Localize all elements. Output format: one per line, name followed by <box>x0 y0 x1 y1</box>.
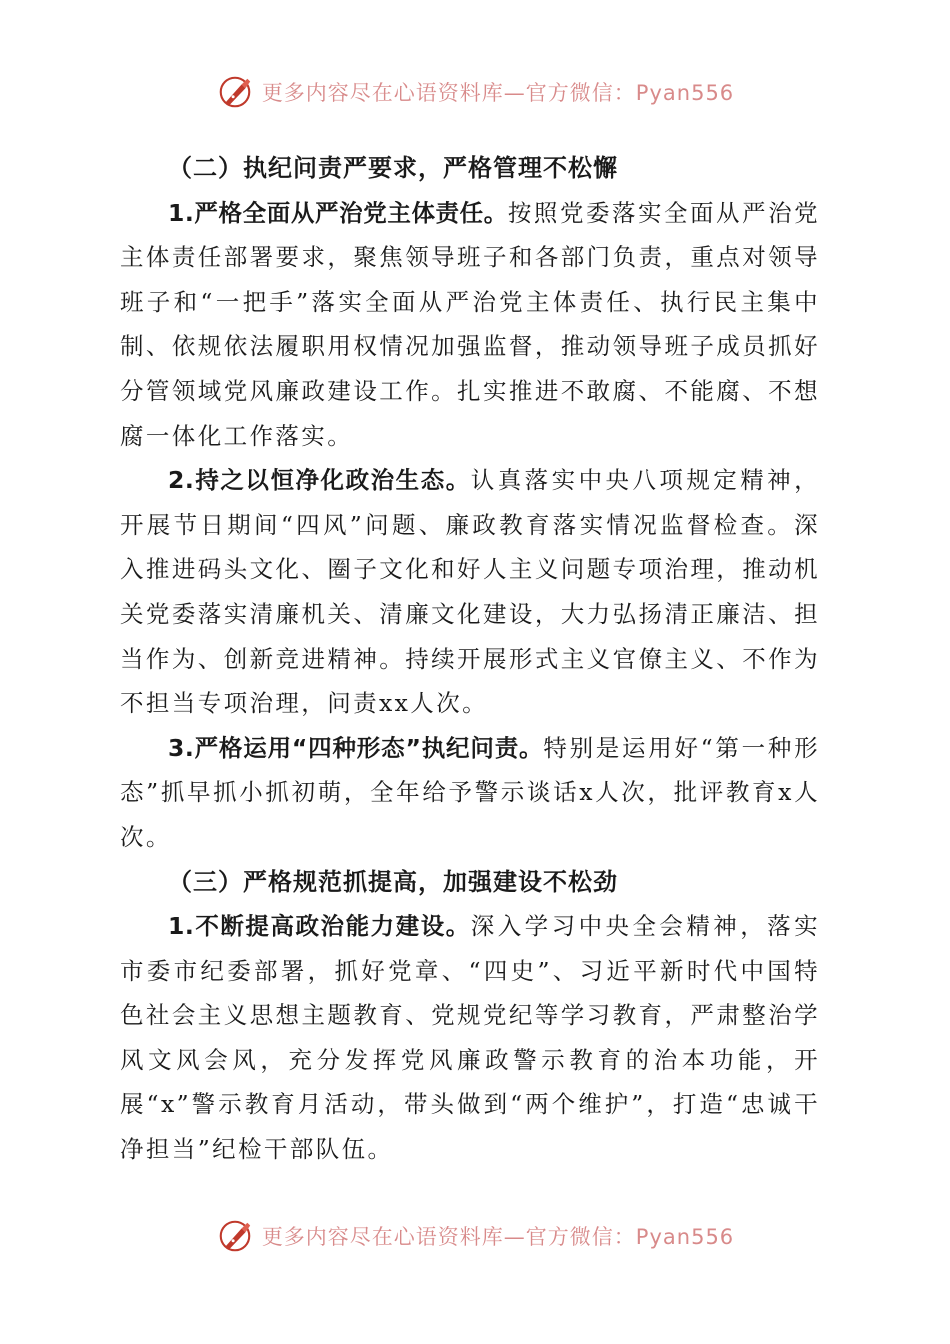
paragraph-lead: 1.严格全面从严治党主体责任。 <box>168 198 508 227</box>
paragraph <box>120 904 820 1172</box>
pen-nib-circle-icon <box>216 73 254 111</box>
paragraph-text: 按照党委落实全面从严治党主体责任部署要求，聚焦领导班子和各部门负责，重点对领导班子和“一把手”落实全面从严治党主体责任、执行民主集中制、依规依法履职用权情况加强监督，推动领导班子成员抓好分管领域党风廉政建设工作。扎实推进不敢腐、不能腐、不想腐一体化工作落实。 <box>120 198 820 450</box>
paragraph-text: 认真落实中央八项规定精神，开展节日期间“四风”问题、廉政教育落实情况监督检查。深入推进码头文化、圈子文化和好人主义问题专项治理，推动机关党委落实清廉机关、清廉文化建设，大力弘扬清正廉洁、担当作为、创新竞进精神。持续开展形式主义官僚主义、不作为不担当专项治理，问责xx人次。 <box>120 466 821 718</box>
paragraph <box>120 191 820 459</box>
paragraph <box>120 458 820 726</box>
paragraph-text: 深入学习中央全会精神，落实市委市纪委部署，抓好党章、“四史”、习近平新时代中国特色社会主义思想主题教育、党规党纪等学习教育，严肃整治学风文风会风，充分发挥党风廉政警示教育的治本功能，开展“x”警示教育月活动，带头做到“两个维护”，打造“忠诚干净担当”纪检干部队伍。 <box>120 912 821 1164</box>
watermark-header <box>0 70 950 114</box>
watermark-text: 更多内容尽在心语资料库—官方微信：Pyan556 <box>261 1225 735 1249</box>
paragraph-lead: 3.严格运用“四种形态”执纪问责。 <box>168 733 544 762</box>
section-heading: （三）严格规范抓提高，加强建设不松劲 <box>168 867 618 896</box>
paragraph <box>120 726 820 860</box>
paragraph-text: 特别是运用好“第一种形态”抓早抓小抓初萌，全年给予警示谈话x人次，批评教育x人次。 <box>120 733 820 851</box>
section-heading: （二）执纪问责严要求，严格管理不松懈 <box>168 154 618 182</box>
watermark-text: 更多内容尽在心语资料库—官方微信：Pyan556 <box>261 81 735 105</box>
watermark-footer <box>0 1214 950 1258</box>
paragraph-lead: 1.不断提高政治能力建设。 <box>168 912 471 941</box>
paragraph-lead: 2.持之以恒净化政治生态。 <box>168 466 471 495</box>
pen-nib-circle-icon <box>216 1217 254 1255</box>
document-body <box>120 146 820 1172</box>
